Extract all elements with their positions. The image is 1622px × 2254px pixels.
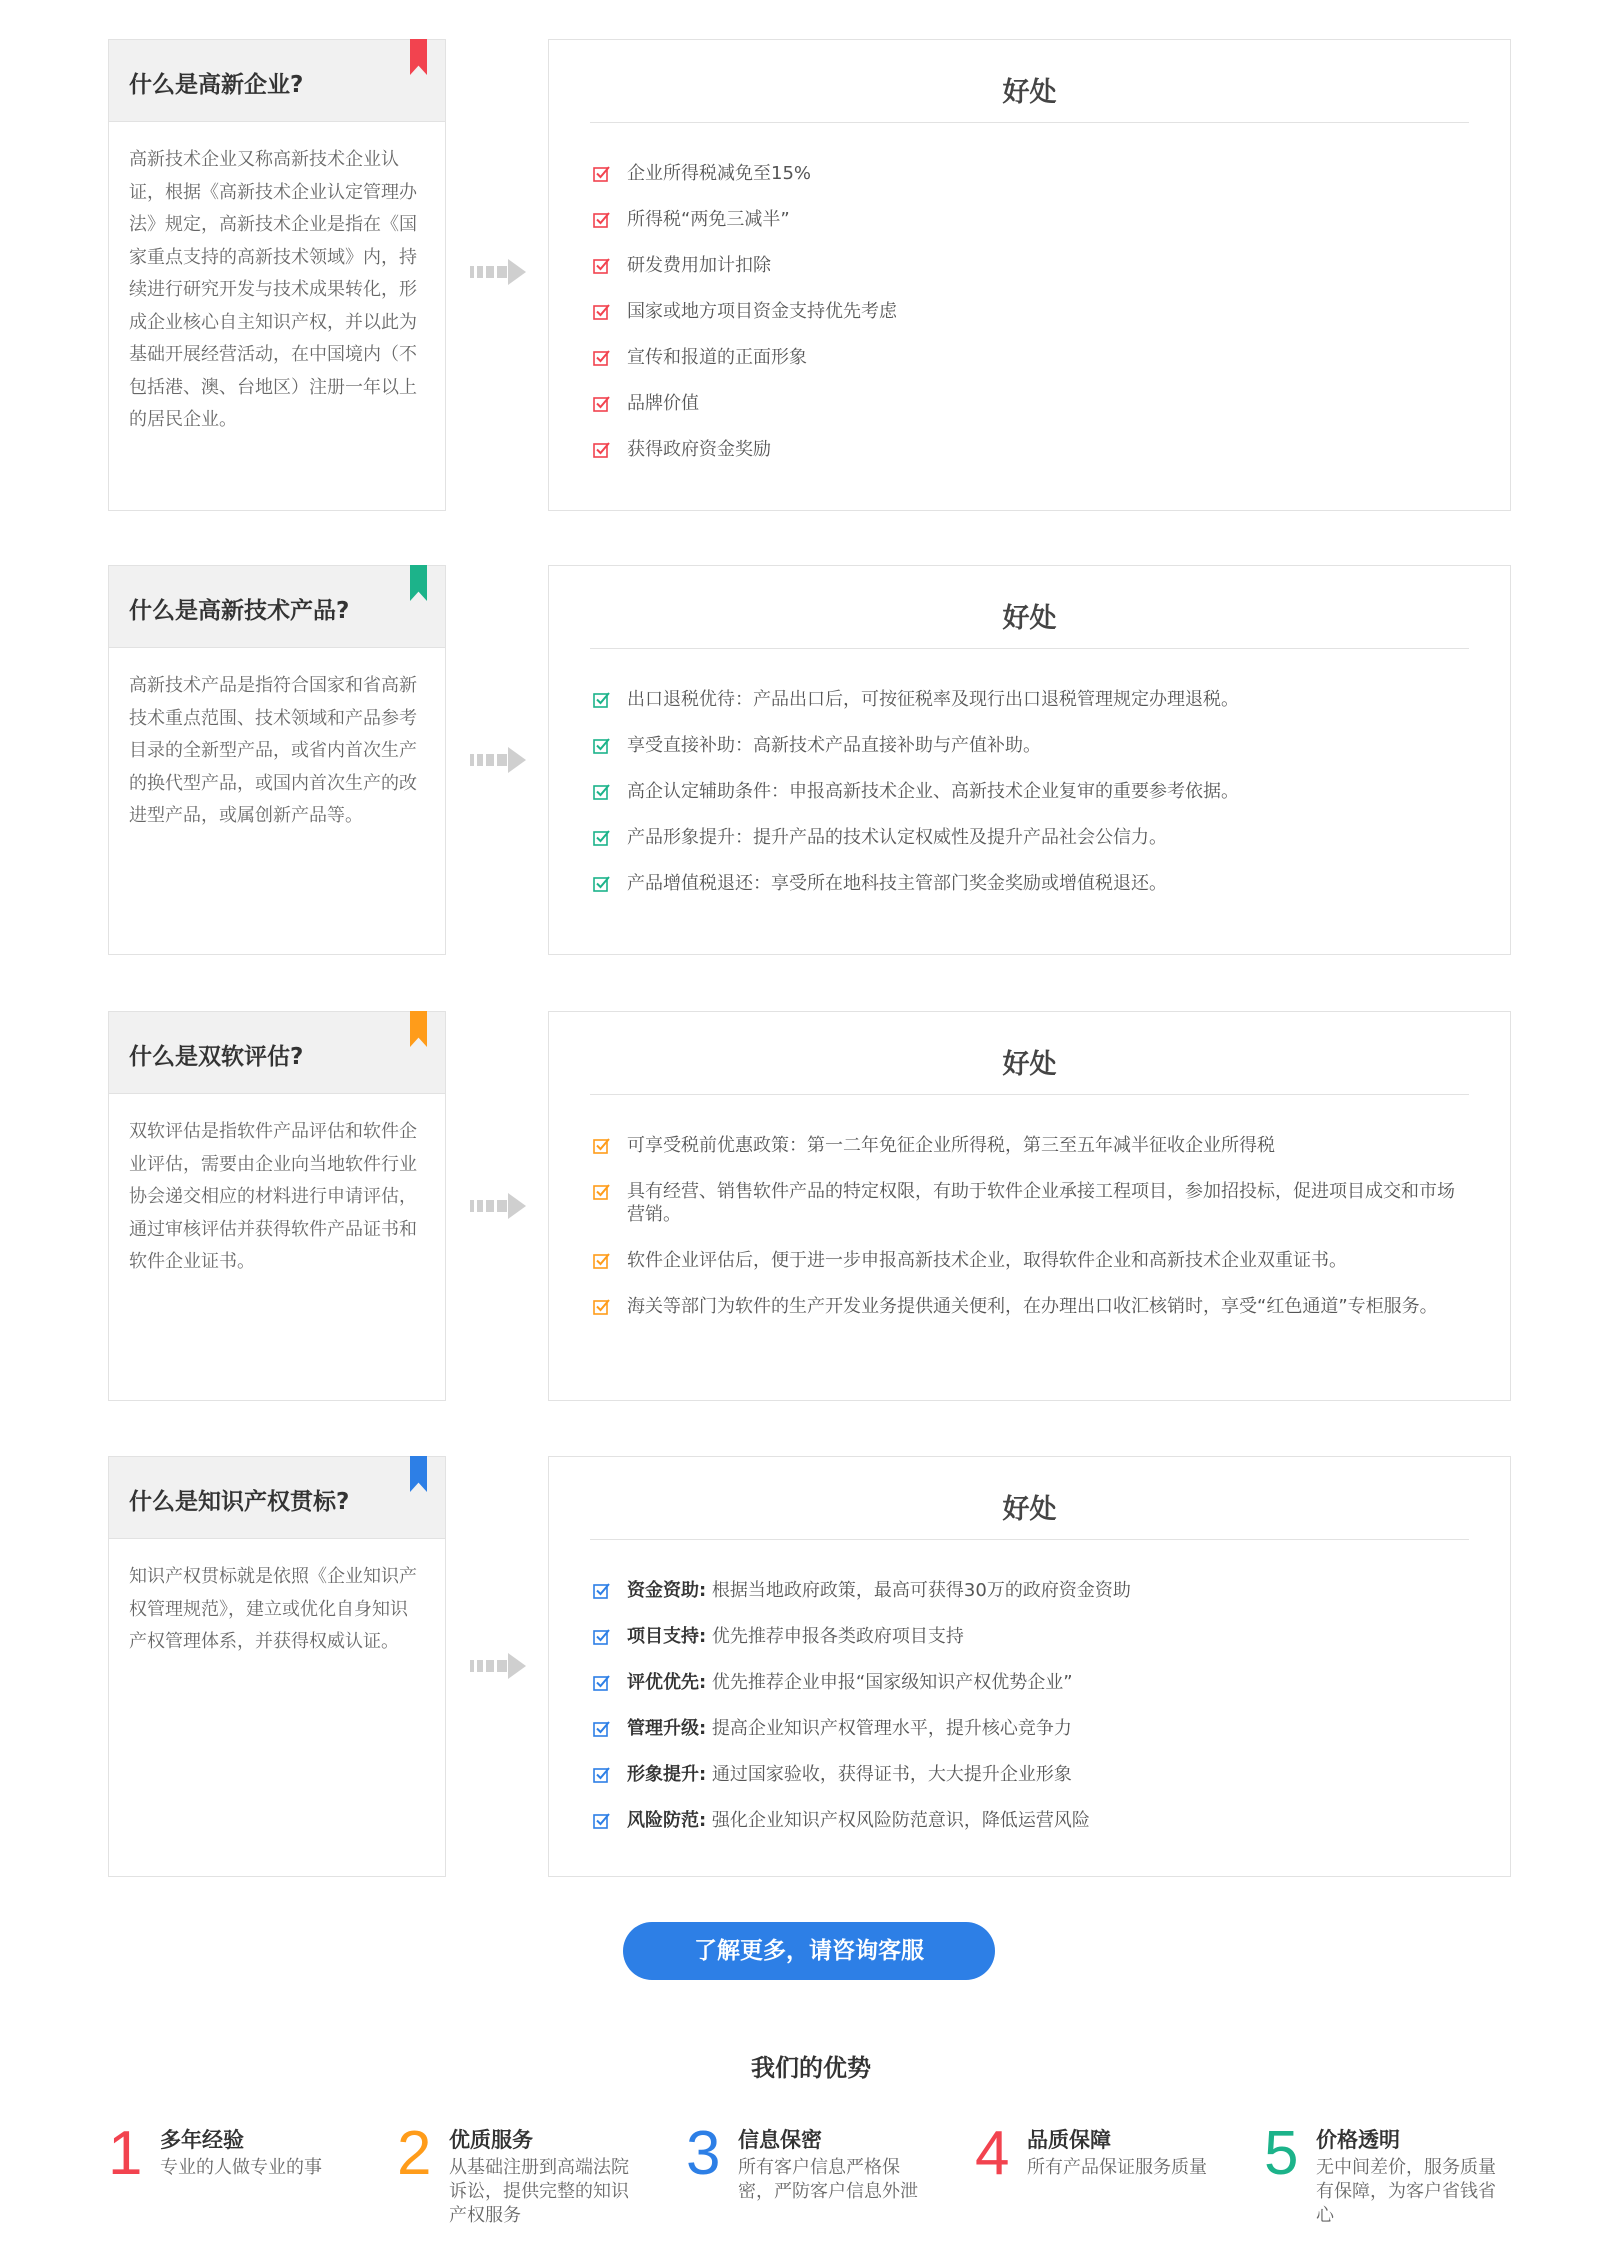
- benefit-text: 高企认定辅助条件：申报高新技术企业、高新技术企业复审的重要参考依据。: [627, 781, 1239, 802]
- benefit-item: [593, 1809, 1460, 1832]
- definition-text: 高新技术产品是指符合国家和省高新技术重点范围、技术领域和产品参考目录的全新型产品，或省内首次生产的换代型产品，或国内首次生产的改进型产品，或属创新产品等。: [129, 675, 417, 826]
- definition-title: 什么是双软评估?: [129, 1044, 304, 1070]
- checkbox-checked-icon: [593, 1137, 611, 1155]
- benefit-text: 国家或地方项目资金支持优先考虑: [627, 301, 897, 322]
- benefit-text: 产品形象提升：提升产品的技术认定权威性及提升产品社会公信力。: [627, 827, 1167, 848]
- checkbox-checked-icon: [593, 783, 611, 801]
- checkbox-checked-icon: [593, 1674, 611, 1692]
- section-high-tech-product: [108, 565, 1511, 955]
- benefit-item: [593, 162, 1460, 185]
- benefit-text: 所得税“两免三减半”: [627, 209, 790, 230]
- benefit-text: 优先推荐企业申报“国家级知识产权优势企业”: [706, 1672, 1073, 1693]
- benefit-item: [593, 392, 1460, 415]
- benefit-text: 产品增值税退还：享受所在地科技主管部门奖金奖励或增值税退还。: [627, 873, 1167, 894]
- definition-text: 双软评估是指软件产品评估和软件企业评估，需要由企业向当地软件行业协会递交相应的材料进行申请评估，通过审核评估并获得软件产品证书和软件企业证书。: [129, 1121, 417, 1272]
- definition-header: [109, 1012, 445, 1094]
- advantage-desc: 专业的人做专业的事: [160, 2157, 322, 2178]
- bookmark-ribbon-icon: [410, 1456, 427, 1492]
- benefits-header: [590, 64, 1469, 123]
- advantages-title: 我们的优势: [751, 2054, 871, 2082]
- consult-customer-service-button[interactable]: 了解更多，请咨询客服: [623, 1922, 995, 1980]
- benefits-card: [548, 1456, 1511, 1877]
- benefit-label: 评优优先:: [627, 1672, 707, 1693]
- arrow-right-icon: [470, 1193, 526, 1219]
- benefit-item: [593, 1249, 1460, 1272]
- checkbox-checked-icon: [593, 1766, 611, 1784]
- advantage-number: 2: [397, 2119, 432, 2188]
- benefit-label: 形象提升:: [627, 1764, 707, 1785]
- benefit-item: [593, 208, 1460, 231]
- definition-card: [108, 1456, 446, 1877]
- definition-card: [108, 39, 446, 511]
- benefit-text: 根据当地政府政策，最高可获得30万的政府资金资助: [706, 1580, 1131, 1601]
- definition-text: 高新技术企业又称高新技术企业认证，根据《高新技术企业认定管理办法》规定，高新技术企业是指在《国家重点支持的高新技术领域》内，持续进行研究开发与技术成果转化，形成企业核心自主知识产权，并以此为基础开展经营活动，在中国境内（不包括港、澳、台地区）注册一年以上的居民企业。: [129, 149, 417, 430]
- benefit-text: 海关等部门为软件的生产开发业务提供通关便利，在办理出口收汇核销时，享受“红色通道”专柜服务。: [627, 1296, 1438, 1317]
- benefits-card: [548, 1011, 1511, 1401]
- benefit-text: 具有经营、销售软件产品的特定权限，有助于软件企业承接工程项目，参加招投标，促进项目成交和市场营销。: [627, 1181, 1455, 1225]
- benefit-text: 软件企业评估后，便于进一步申报高新技术企业，取得软件企业和高新技术企业双重证书。: [627, 1250, 1347, 1271]
- checkbox-checked-icon: [593, 257, 611, 275]
- benefits-list: [593, 1134, 1460, 1318]
- advantage-number: 1: [108, 2119, 143, 2188]
- advantage-desc: 所有产品保证服务质量: [1027, 2157, 1207, 2178]
- definition-title: 什么是高新技术产品?: [129, 598, 350, 624]
- benefit-item: [593, 1763, 1460, 1786]
- benefit-item: [593, 872, 1460, 895]
- checkbox-checked-icon: [593, 441, 611, 459]
- benefit-item: [593, 438, 1460, 461]
- bookmark-ribbon-icon: [410, 39, 427, 75]
- checkbox-checked-icon: [593, 1720, 611, 1738]
- advantage-desc: 无中间差价，服务质量有保障，为客户省钱省心: [1316, 2157, 1496, 2226]
- benefit-item: [593, 346, 1460, 369]
- benefit-text: 强化企业知识产权风险防范意识，降低运营风险: [706, 1810, 1090, 1831]
- checkbox-checked-icon: [593, 165, 611, 183]
- advantage-title: 优质服务: [449, 2128, 533, 2152]
- benefit-item: [593, 254, 1460, 277]
- definition-title: 什么是知识产权贯标?: [129, 1489, 350, 1515]
- benefit-item: [593, 1717, 1460, 1740]
- benefit-item: [593, 1671, 1460, 1694]
- benefit-item: [593, 1579, 1460, 1602]
- benefit-text: 品牌价值: [627, 393, 699, 414]
- checkbox-checked-icon: [593, 1183, 611, 1201]
- advantage-title: 品质保障: [1027, 2128, 1111, 2152]
- definition-header: [109, 566, 445, 648]
- checkbox-checked-icon: [593, 737, 611, 755]
- benefit-text: 提高企业知识产权管理水平，提升核心竞争力: [706, 1718, 1072, 1739]
- advantage-number: 4: [975, 2119, 1010, 2188]
- bookmark-ribbon-icon: [410, 565, 427, 601]
- benefits-header: [590, 590, 1469, 649]
- advantage-number: 3: [686, 2119, 721, 2188]
- benefit-label: 资金资助:: [627, 1580, 707, 1601]
- benefit-text: 研发费用加计扣除: [627, 255, 771, 276]
- definition-card: [108, 1011, 446, 1401]
- checkbox-checked-icon: [593, 691, 611, 709]
- benefit-text: 出口退税优待：产品出口后，可按征税率及现行出口退税管理规定办理退税。: [627, 689, 1239, 710]
- checkbox-checked-icon: [593, 1812, 611, 1830]
- section-high-tech-enterprise: [108, 39, 1511, 511]
- benefit-text: 享受直接补助：高新技术产品直接补助与产值补助。: [627, 735, 1041, 756]
- checkbox-checked-icon: [593, 211, 611, 229]
- benefit-item: [593, 734, 1460, 757]
- advantage-number: 5: [1264, 2119, 1299, 2188]
- advantage-title: 信息保密: [738, 2128, 822, 2152]
- checkbox-checked-icon: [593, 1298, 611, 1316]
- benefit-text: 优先推荐申报各类政府项目支持: [706, 1626, 964, 1647]
- benefit-item: [593, 1134, 1460, 1157]
- checkbox-checked-icon: [593, 349, 611, 367]
- benefit-text: 可享受税前优惠政策：第一二年免征企业所得税，第三至五年减半征收企业所得税: [627, 1135, 1275, 1156]
- advantage-desc: 从基础注册到高端法院诉讼，提供完整的知识产权服务: [449, 2157, 629, 2226]
- benefit-text: 企业所得税减免至15%: [627, 163, 812, 184]
- benefits-header: [590, 1036, 1469, 1095]
- benefits-card: [548, 565, 1511, 955]
- checkbox-checked-icon: [593, 829, 611, 847]
- benefits-list: [593, 1579, 1460, 1832]
- section-ip-standard: [108, 1456, 1511, 1877]
- checkbox-checked-icon: [593, 303, 611, 321]
- benefits-header: [590, 1481, 1469, 1540]
- definition-title: 什么是高新企业?: [129, 72, 304, 98]
- benefit-label: 项目支持:: [627, 1626, 707, 1647]
- definition-header: [109, 40, 445, 122]
- arrow-right-icon: [470, 259, 526, 285]
- advantage-desc: 所有客户信息严格保密，严防客户信息外泄: [738, 2157, 918, 2202]
- section-dual-software: [108, 1011, 1511, 1401]
- benefits-title: 好处: [1002, 77, 1057, 108]
- benefits-title: 好处: [1002, 603, 1057, 634]
- benefits-title: 好处: [1002, 1494, 1057, 1525]
- definition-text: 知识产权贯标就是依照《企业知识产权管理规范》，建立或优化自身知识产权管理体系，并获得权威认证。: [129, 1566, 417, 1652]
- benefit-label: 风险防范:: [627, 1810, 707, 1831]
- benefit-item: [593, 1625, 1460, 1648]
- definition-header: [109, 1457, 445, 1539]
- checkbox-checked-icon: [593, 1628, 611, 1646]
- benefit-item: [593, 1180, 1460, 1226]
- benefits-card: [548, 39, 1511, 511]
- checkbox-checked-icon: [593, 395, 611, 413]
- benefit-text: 获得政府资金奖励: [627, 439, 771, 460]
- benefit-text: 通过国家验收，获得证书，大大提升企业形象: [706, 1764, 1072, 1785]
- benefit-item: [593, 780, 1460, 803]
- benefit-label: 管理升级:: [627, 1718, 707, 1739]
- checkbox-checked-icon: [593, 875, 611, 893]
- advantage-title: 多年经验: [160, 2128, 244, 2152]
- benefit-text: 宣传和报道的正面形象: [627, 347, 807, 368]
- benefit-item: [593, 688, 1460, 711]
- benefits-list: [593, 162, 1460, 461]
- checkbox-checked-icon: [593, 1252, 611, 1270]
- definition-card: [108, 565, 446, 955]
- benefit-item: [593, 300, 1460, 323]
- checkbox-checked-icon: [593, 1582, 611, 1600]
- advantage-title: 价格透明: [1316, 2128, 1400, 2152]
- benefits-title: 好处: [1002, 1049, 1057, 1080]
- benefits-list: [593, 688, 1460, 895]
- benefit-item: [593, 1295, 1460, 1318]
- bookmark-ribbon-icon: [410, 1011, 427, 1047]
- arrow-right-icon: [470, 747, 526, 773]
- benefit-item: [593, 826, 1460, 849]
- arrow-right-icon: [470, 1653, 526, 1679]
